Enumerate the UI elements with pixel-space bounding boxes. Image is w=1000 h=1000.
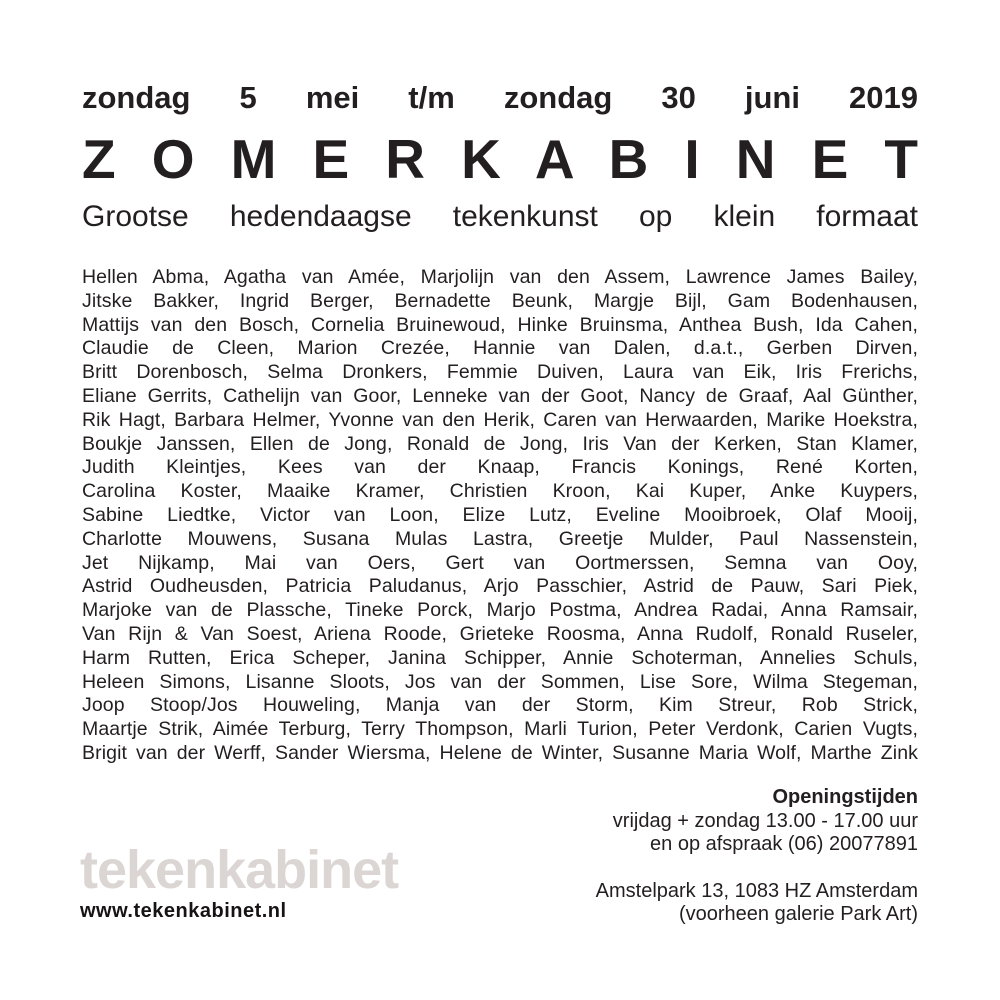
artist-line: Eliane Gerrits, Cathelijn van Goor, Lenneke van der Goot, Nancy de Graaf, Aal Günther, <box>82 384 918 407</box>
artist-line: Marjoke van de Plassche, Tineke Porck, Marjo Postma, Andrea Radai, Anna Ramsair, <box>82 599 918 622</box>
artist-line: Claudie de Cleen, Marion Crezée, Hannie van Dalen, d.a.t., Gerben Dirven, <box>82 337 918 360</box>
artist-line: Astrid Oudheusden, Patricia Paludanus, Arjo Passchier, Astrid de Pauw, Sari Piek, <box>82 575 918 598</box>
artist-line: Heleen Simons, Lisanne Sloots, Jos van der Sommen, Lise Sore, Wilma Stegeman, <box>82 670 918 693</box>
artist-line: Jitske Bakker, Ingrid Berger, Bernadette Beunk, Margje Bijl, Gam Bodenhausen, <box>82 289 918 312</box>
artist-line: Brigit van der Werff, Sander Wiersma, Helene de Winter, Susanne Maria Wolf, Marthe Zink <box>82 741 918 764</box>
artist-line: Judith Kleintjes, Kees van der Knaap, Francis Konings, René Korten, <box>82 456 918 479</box>
artist-line: Rik Hagt, Barbara Helmer, Yvonne van den Herik, Caren van Herwaarden, Marike Hoekstra, <box>82 408 918 431</box>
artist-line: Mattijs van den Bosch, Cornelia Bruinewoud, Hinke Bruinsma, Anthea Bush, Ida Cahen, <box>82 313 918 336</box>
exhibition-title: Z O M E R K A B I N E T <box>82 128 918 190</box>
exhibition-subtitle: Grootse hedendaagse tekenkunst op klein formaat <box>82 200 918 233</box>
artist-list <box>82 266 918 766</box>
exhibition-date-line: zondag 5 mei t/m zondag 30 juni 2019 <box>82 80 918 115</box>
artist-line: Boukje Janssen, Ellen de Jong, Ronald de Jong, Iris Van der Kerken, Stan Klamer, <box>82 432 918 455</box>
artist-line: Harm Rutten, Erica Scheper, Janina Schipper, Annie Schoterman, Annelies Schuls, <box>82 646 918 669</box>
opening-hours-line: vrijdag + zondag 13.00 - 17.00 uur <box>612 809 918 832</box>
address-line: (voorheen galerie Park Art) <box>678 903 918 925</box>
artist-line: Charlotte Mouwens, Susana Mulas Lastra, Greetje Mulder, Paul Nassenstein, <box>82 527 918 550</box>
artist-line: Joop Stoop/Jos Houweling, Manja van der Storm, Kim Streur, Rob Strick, <box>82 694 918 717</box>
opening-hours-line: en op afspraak (06) 20077891 <box>650 833 918 855</box>
artist-line: Van Rijn & Van Soest, Ariena Roode, Grieteke Roosma, Anna Rudolf, Ronald Ruseler, <box>82 622 918 645</box>
artist-line: Britt Dorenbosch, Selma Dronkers, Femmie Duiven, Laura van Eik, Iris Frerichs, <box>82 361 918 384</box>
artist-line: Carolina Koster, Maaike Kramer, Christien Kroon, Kai Kuper, Anke Kuypers, <box>82 480 918 503</box>
opening-hours-heading: Openingstijden <box>772 786 918 808</box>
footer-left <box>80 840 500 923</box>
address-line: Amstelpark 13, 1083 HZ Amsterdam <box>595 879 918 902</box>
artist-line: Hellen Abma, Agatha van Amée, Marjolijn van den Assem, Lawrence James Bailey, <box>82 266 918 288</box>
artist-line: Jet Nijkamp, Mai van Oers, Gert van Oortmerssen, Semna van Ooy, <box>82 551 918 574</box>
tekenkabinet-logo: tekenkabinet <box>80 840 399 900</box>
artist-line: Maartje Strik, Aimée Terburg, Terry Thompson, Marli Turion, Peter Verdonk, Carien Vugts, <box>82 718 918 741</box>
artist-line: Sabine Liedtke, Victor van Loon, Elize Lutz, Eveline Mooibroek, Olaf Mooij, <box>82 503 918 526</box>
website-url: www.tekenkabinet.nl <box>80 900 287 922</box>
